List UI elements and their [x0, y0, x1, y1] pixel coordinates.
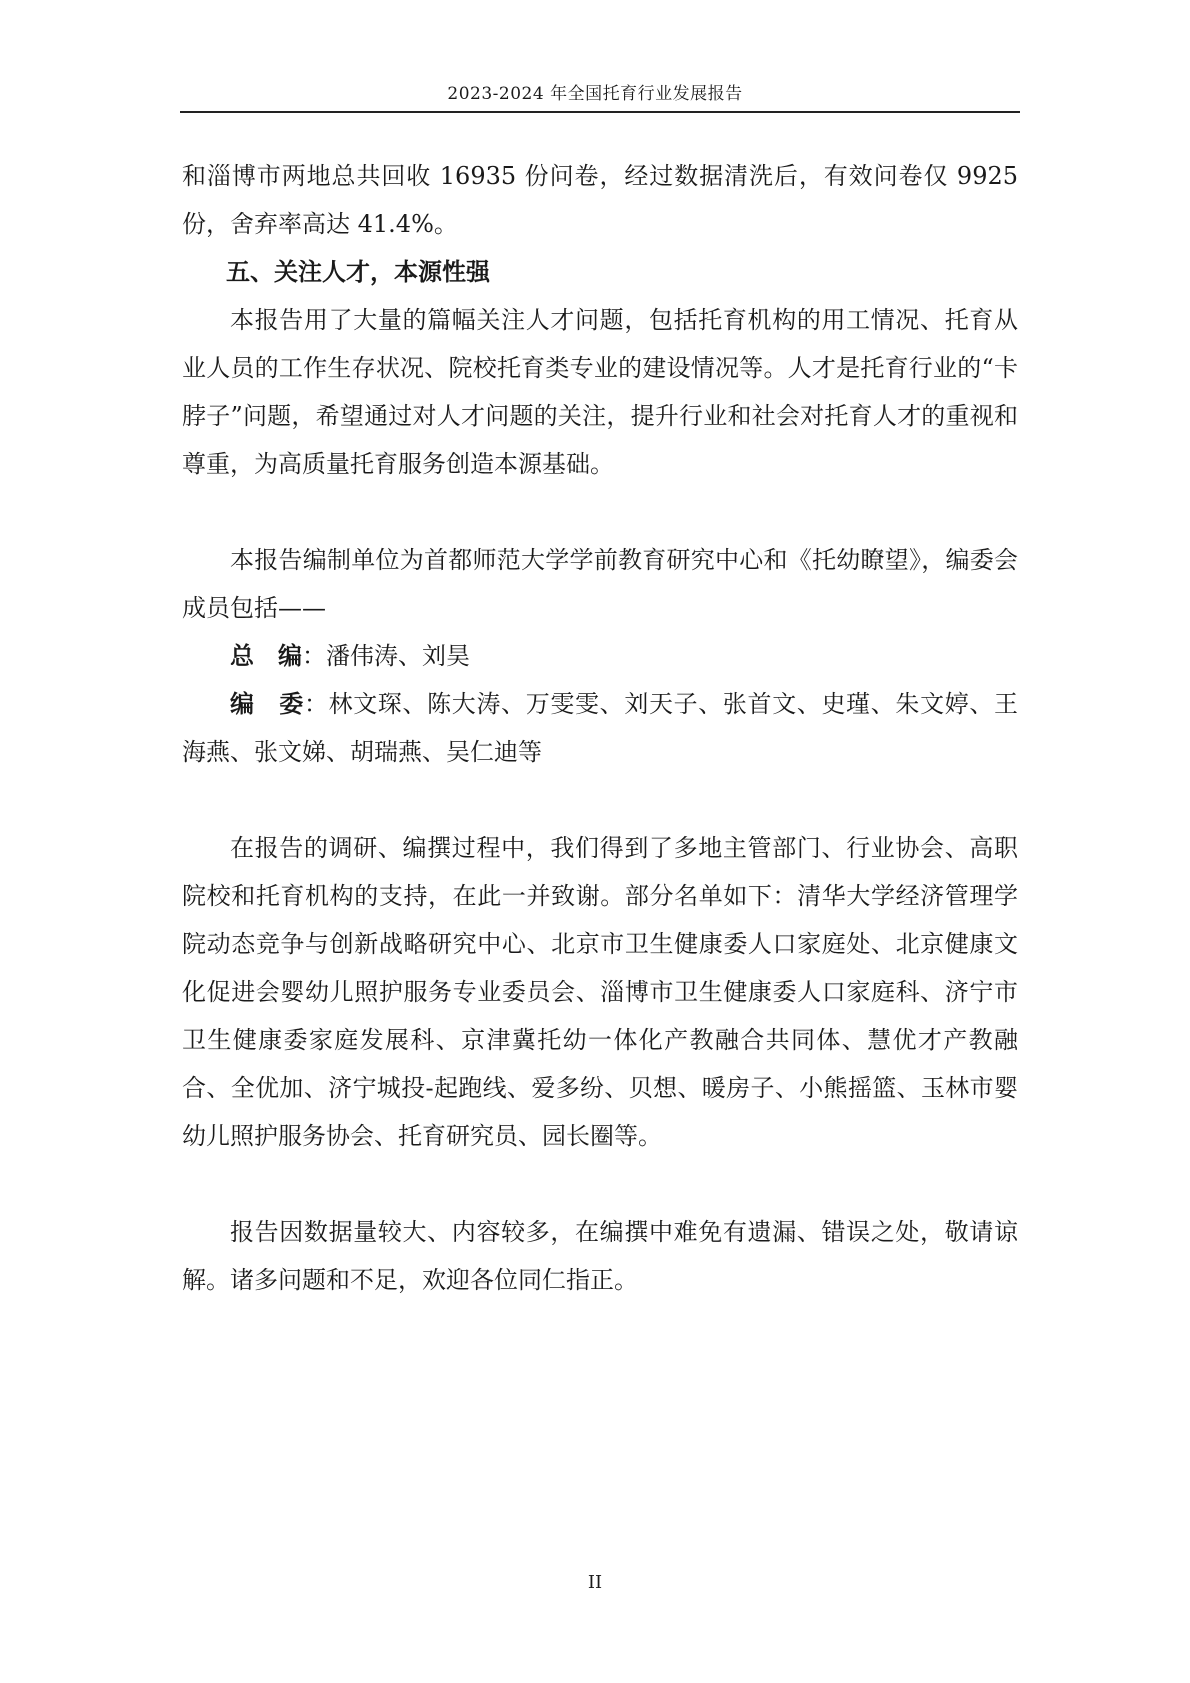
section-heading: 五、关注人才，本源性强 — [226, 257, 490, 286]
spacer — [182, 1160, 1018, 1208]
paragraph-compilers: 本报告编制单位为首都师范大学学前教育研究中心和《托幼瞭望》，编委会成员包括—— — [182, 546, 1018, 622]
chief-editor-names: ：潘伟涛、刘昊 — [302, 642, 470, 670]
spacer — [182, 776, 1018, 824]
editorial-board-names: ：林文琛、陈大涛、万雯雯、刘天子、张首文、史瑾、朱文婷、王海燕、张文娣、胡瑞燕、吴仁迪等 — [182, 690, 1018, 766]
paragraph-acknowledgements: 在报告的调研、编撰过程中，我们得到了多地主管部门、行业协会、高职院校和托育机构的支持，在此一并致谢。部分名单如下：清华大学经济管理学院动态竞争与创新战略研究中心、北京市卫生健康委人口家庭处、北京健康文化促进会婴幼儿照护服务专业委员会、淄博市卫生健康委人口家庭科、济宁市卫生健康委家庭发展科、京津冀托幼一体化产教融合共同体、慧优才产教融合、全优加、济宁城投-起跑线、爱多纷、贝想、暖房子、小熊摇篮、玉林市婴幼儿照护服务协会、托育研究员、园长圈等。 — [182, 834, 1018, 1150]
chief-editor-line — [182, 632, 1018, 680]
chief-editor-label: 总 编 — [230, 641, 302, 670]
spacer — [182, 488, 1018, 536]
editorial-board-line — [182, 680, 1018, 776]
paragraph-talent: 本报告用了大量的篇幅关注人才问题，包括托育机构的用工情况、托育从业人员的工作生存状况、院校托育类专业的建设情况等。人才是托育行业的“卡脖子”问题，希望通过对人才问题的关注，提升行业和社会对托育人才的重视和尊重，为高质量托育服务创造本源基础。 — [182, 306, 1018, 478]
paragraph-survey-stats: 和淄博市两地总共回收 16935 份问卷，经过数据清洗后，有效问卷仅 9925 份，舍弃率高达 41.4%。 — [182, 162, 1018, 238]
header-divider — [180, 111, 1020, 113]
editorial-board-label: 编 委 — [230, 689, 304, 718]
running-header: 2023-2024 年全国托育行业发展报告 — [447, 84, 743, 104]
page-number: II — [587, 1572, 603, 1593]
paragraph-apology: 报告因数据量较大、内容较多，在编撰中难免有遗漏、错误之处，敬请谅解。诸多问题和不足，欢迎各位同仁指正。 — [182, 1218, 1018, 1294]
page-body — [182, 152, 1018, 1304]
